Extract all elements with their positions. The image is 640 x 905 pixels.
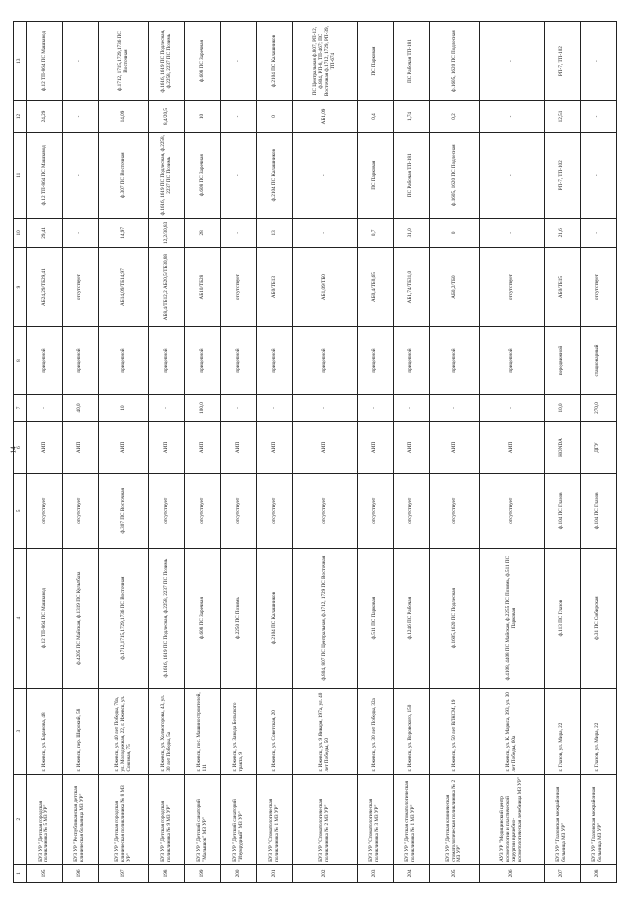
table-cell: АБ14,09/ТБ14,97 [98, 248, 148, 327]
table-cell: прицепной [480, 327, 545, 395]
table-cell: 201 [257, 864, 293, 882]
table-cell: передвижной [544, 327, 580, 395]
table-cell: - [149, 394, 185, 421]
table-cell: 0 [429, 218, 479, 247]
table-cell: - [62, 218, 98, 247]
table-cell: - [27, 394, 63, 421]
table-cell: - [429, 394, 479, 421]
table-cell: прицепной [27, 327, 63, 395]
table-cell: АИП [62, 422, 98, 474]
table-cell: БУЗ УР "Детская стоматологическая поликлиника № 1 МЗ УР" [393, 774, 429, 864]
table-cell: прицепной [429, 327, 479, 395]
table-cell: - [393, 394, 429, 421]
table-cell: - [580, 218, 616, 247]
table-cell: АИП [257, 422, 293, 474]
table-cell: 0,2 [429, 101, 479, 133]
table-cell: БУЗ УР "Республиканская детская клиническая больница МЗ УР" [62, 774, 98, 864]
table-cell: ф.4108, 4408 ПС Майская, ф.2255 ПС Позимь, ф.511 ПС Парковая [480, 548, 545, 688]
table-row [185, 22, 221, 883]
table-cell: БУЗ УР "Глазовская межрайонная больница МЗ УР" [544, 774, 580, 864]
table-cell: прицепной [357, 327, 393, 395]
table-cell: ф.608 ПС Заречная [185, 132, 221, 218]
table-cell: прицепной [393, 327, 429, 395]
table-cell: АИП [293, 422, 358, 474]
table-cell: АБ1,74/ТБ31,0 [393, 248, 429, 327]
table-cell: ф.511 ПС Парковая [357, 548, 393, 688]
table-cell: - [480, 132, 545, 218]
table-cell: АБ1,09/ТБ0 [293, 248, 358, 327]
table-cell: ф.307 ПС Восточная [98, 132, 148, 218]
table-cell: 0,7 [357, 218, 393, 247]
table-cell: АБ1,09 [293, 101, 358, 133]
table-cell: - [293, 218, 358, 247]
table-cell: 24,29 [27, 101, 63, 133]
table-row [149, 22, 185, 883]
table-row [393, 22, 429, 883]
table-cell: 12,51 [544, 101, 580, 133]
table-cell: 195 [27, 864, 63, 882]
table-row [293, 22, 358, 883]
table-cell: - [293, 132, 358, 218]
table-cell: БУЗ УР "Детский санаторий "Изумрудный" МЗ УР" [221, 774, 257, 864]
table-cell: г. Глазов, ул. Мира, 22 [580, 688, 616, 774]
table-cell: БУЗ УР "Глазовская межрайонная больница МЗ УР" [580, 774, 616, 864]
table-cell: г. Ижевск, пос. Машиностроителей, 111 [185, 688, 221, 774]
table-cell: ф.1605, 1620 ПС Подлесная [429, 22, 479, 101]
table-cell: ф.1605, 1620 ПС Подлесная [429, 132, 479, 218]
table-cell: - [221, 218, 257, 247]
table-cell: ф.1246 ПС Рабочая [393, 548, 429, 688]
table-cell: БУЗ УР "Детская городская клиническая поликлиника № 8 МЗ УР" [98, 774, 148, 864]
table-cell: - [580, 22, 616, 101]
page-number: 14 [9, 446, 18, 454]
table-cell: ф.1605,1620 ПС Подлесная [429, 548, 479, 688]
table-cell: ф.12 ТП-864 ПС Машзавод [27, 548, 63, 688]
table-cell: отсутствует [221, 248, 257, 327]
table-cell: 13 [257, 218, 293, 247]
table-cell: г. Ижевск, ул. Завода Бельского тракта, 9 [221, 688, 257, 774]
table-cell: г. Глазов, ул. Мира, 22 [544, 688, 580, 774]
table-row [98, 22, 148, 883]
column-header: 3 [14, 688, 27, 774]
table-cell: 199 [185, 864, 221, 882]
table-cell: - [480, 218, 545, 247]
column-header: 7 [14, 394, 27, 421]
table-cell: - [221, 101, 257, 133]
table-cell: АБ8,4/ТБ12,2 АБ20,5/ТБ30,88 [149, 248, 185, 327]
table-cell: БУЗ УР "Детская городская поликлиника № 5 МЗ УР" [27, 774, 63, 864]
table-cell: - [62, 132, 98, 218]
column-header: 12 [14, 101, 27, 133]
table-cell: БУЗ УР "Детская городская поликлиника № 9 МЗ УР" [149, 774, 185, 864]
table-cell: 0,4 [357, 101, 393, 133]
table-cell: ДГУ [580, 422, 616, 474]
table-cell: 208 [580, 864, 616, 882]
table-cell: прицепной [221, 327, 257, 395]
table-cell: АИП [480, 422, 545, 474]
table-cell: отсутствует [357, 474, 393, 549]
table-cell: 204 [393, 864, 429, 882]
table-cell: - [480, 22, 545, 101]
table-cell: ф.2104 ПС Калашников [257, 22, 293, 101]
column-header: 2 [14, 774, 27, 864]
table-cell: - [480, 101, 545, 133]
table-cell: - [257, 394, 293, 421]
table-cell: стационарный [580, 327, 616, 395]
table-cell: 206 [480, 864, 545, 882]
table-cell: отсутствует [149, 474, 185, 549]
table-cell: г. Ижевск, ул. Холмогорова, 43, ул. 30 лет Победы, 5а [149, 688, 185, 774]
table-cell: БУЗ УР "Стоматологическая поликлиника № 1 МЗ УР" [257, 774, 293, 864]
table-cell: г. Ижевск, ул. Воровского, 150 [393, 688, 429, 774]
column-header: 1 [14, 864, 27, 882]
column-header: 10 [14, 218, 27, 247]
table-cell: 202 [293, 864, 358, 882]
table-cell: 207 [544, 864, 580, 882]
table-cell: г. Ижевск, ул. 30 лет Победы, 32а [357, 688, 393, 774]
table-cell: 28 [185, 218, 221, 247]
table-row [221, 22, 257, 883]
table-cell: 196 [62, 864, 98, 882]
table-cell: 31,0 [393, 218, 429, 247]
table-cell: отсутствует [480, 248, 545, 327]
table-cell: ф.2250 ПС Позимь [221, 548, 257, 688]
table-cell: ф.2104 ПС Калашников [257, 132, 293, 218]
column-header: 9 [14, 248, 27, 327]
header-row [14, 22, 27, 883]
table-cell: отсутствует [185, 474, 221, 549]
column-header: 8 [14, 327, 27, 395]
table-cell: отсутствует [257, 474, 293, 549]
table-body [27, 22, 617, 883]
table-cell: АИП [357, 422, 393, 474]
table-cell: 10,0 [544, 394, 580, 421]
table-cell: отсутствует [293, 474, 358, 549]
column-header: 4 [14, 548, 27, 688]
table-cell: г. Ижевск, ул. 50 лет ВЛКСМ, 19 [429, 688, 479, 774]
table-cell: АИП [149, 422, 185, 474]
table-cell: ПС Рабочая ТП-181 [393, 132, 429, 218]
table-row [480, 22, 545, 883]
table-cell: отсутствует [62, 248, 98, 327]
table-cell: 198 [149, 864, 185, 882]
table-cell: ф.12 ТП-864 ПС Машзавод [27, 132, 63, 218]
table-cell: отсутствует [480, 474, 545, 549]
table-cell: HONDA [544, 422, 580, 474]
table-cell: г. Ижевск, ул. Баранова, 48 [27, 688, 63, 774]
column-header: 13 [14, 22, 27, 101]
table-cell: ф.104 ПС Глазов [544, 474, 580, 549]
table-cell: - [62, 101, 98, 133]
table-cell: г. Ижевск, пер. Широкий, 58 [62, 688, 98, 774]
table-cell: 203 [357, 864, 393, 882]
table-cell: 12,2/30,83 [149, 218, 185, 247]
table-cell: г. Ижевск, ул. 40 лет Победы, 70а, ул. Молодежная, 22, г. Ижевск, ул. Союзная, 75 [98, 688, 148, 774]
table-cell: ПС Рабочая ТП-181 [393, 22, 429, 101]
table-cell: отсутствует [27, 474, 63, 549]
table-cell: 40,0 [62, 394, 98, 421]
rotated-table-wrapper [13, 21, 617, 883]
table-cell: ф.1616, 1619 ПС Подлесная, ф.2258, 2237 ПС Позимь [149, 22, 185, 101]
table-cell: 100,0 [185, 394, 221, 421]
table-cell: отсутствует [580, 248, 616, 327]
column-header: 6 [14, 422, 27, 474]
table-cell: г. Ижевск, ул. К. Маркса, 393, ул. 30 лет Победы, 60а [480, 688, 545, 774]
table-cell: БУЗ УР "Стоматологическая поликлиника № 2 МЗ УР" [293, 774, 358, 864]
table-cell: ф.104 ПС Глазов [580, 474, 616, 549]
table-cell: ф.12 ТП-864 ПС Машзавод [27, 22, 63, 101]
table-cell: АИП [98, 422, 148, 474]
table-cell: г. Ижевск, ул. Советская, 20 [257, 688, 293, 774]
table-cell: ПС Центральная ф.807, РП-12, ф.804, РП-8, ТП-467; ПС Восточная ф.1712, 1729, РП-39, ТП-674 [293, 22, 358, 101]
table-cell: 14,97 [98, 218, 148, 247]
table-cell: ф.113 ПС Глазов [544, 548, 580, 688]
table-cell: АИП [221, 422, 257, 474]
table-cell: 21,6 [544, 218, 580, 247]
table-cell: - [357, 394, 393, 421]
table-cell: - [580, 101, 616, 133]
table-cell: АУЗ УР "Медицинский центр косметологии и пластической хирургии врачебно-косметологическая лечебница МЗ УР" [480, 774, 545, 864]
table-cell: АБ24,29/ТБ29,41 [27, 248, 63, 327]
table-cell: 0 [257, 101, 293, 133]
table-cell: АИП [429, 422, 479, 474]
table-row [580, 22, 616, 883]
table-cell: АИП [185, 422, 221, 474]
table-cell: - [480, 394, 545, 421]
table-cell: АИП [393, 422, 429, 474]
table-row [544, 22, 580, 883]
column-header: 5 [14, 474, 27, 549]
table-cell: - [580, 132, 616, 218]
table-cell: ПС Парковая [357, 132, 393, 218]
table-cell: ф.608 ПС Заречная [185, 548, 221, 688]
table-cell: - [62, 22, 98, 101]
table-row [429, 22, 479, 883]
table-cell: прицепной [185, 327, 221, 395]
table-cell: прицепной [293, 327, 358, 395]
table-cell: ф.804, 807 ПС Центральная, ф.1712, 1729 ПС Восточная [293, 548, 358, 688]
table-row [27, 22, 63, 883]
table-cell: 205 [429, 864, 479, 882]
table-row [62, 22, 98, 883]
table-cell: ф.1712, 1715,1729,1736 ПС Восточная [98, 22, 148, 101]
table-cell: ф.4205 ПС Майская, ф.1319 ПС Культбаза [62, 548, 98, 688]
table-cell: прицепной [257, 327, 293, 395]
table-cell: отсутствует [429, 474, 479, 549]
table-cell: - [293, 394, 358, 421]
table-cell: 10 [185, 101, 221, 133]
table-cell: ф.307 ПС Восточная [98, 474, 148, 549]
table-cell: РП-7, ТП-102 [544, 132, 580, 218]
table-cell: АБ0/ТБ13 [257, 248, 293, 327]
table-cell: 10 [98, 394, 148, 421]
power-supply-table [13, 21, 617, 883]
table-cell: 200 [221, 864, 257, 882]
table-row [257, 22, 293, 883]
table-cell: 8,4/20,5 [149, 101, 185, 133]
table-cell: АБ0/ТБ15 [544, 248, 580, 327]
table-cell: БУЗ УР "Стоматологическая поликлиника № 3 МЗ УР" [357, 774, 393, 864]
table-cell: 29,41 [27, 218, 63, 247]
table-cell: ф.608 ПС Заречная [185, 22, 221, 101]
table-cell: ф.1712,1715,1729,1736 ПС Восточная [98, 548, 148, 688]
table-cell: 1,74 [393, 101, 429, 133]
table-cell: АБ0,2/ТБ0 [429, 248, 479, 327]
table-cell: отсутствует [62, 474, 98, 549]
column-header: 11 [14, 132, 27, 218]
table-cell: отсутствует [393, 474, 429, 549]
table-cell: прицепной [62, 327, 98, 395]
table-cell: 270,0 [580, 394, 616, 421]
table-cell: ф.2104 ПС Калашников [257, 548, 293, 688]
table-row [357, 22, 393, 883]
table-cell: 14,09 [98, 101, 148, 133]
table-cell: г. Ижевск, ул. 9 Января, 197а, ул. 40 лет Победы, 50 [293, 688, 358, 774]
table-cell: АБ10/ТБ28 [185, 248, 221, 327]
table-cell: ф.1616, 1619 ПС Подлесная, ф.2258, 2237 ПС Позимь [149, 548, 185, 688]
table-cell: прицепной [98, 327, 148, 395]
table-cell: АИП [27, 422, 63, 474]
table-cell: ф.1616, 1619 ПС Подлесная, ф.2258, 2237 ПС Позимь [149, 132, 185, 218]
table-cell: ПС Парковая [357, 22, 393, 101]
table-cell: БУЗ УР "Детская клиническая стоматологическая поликлиника № 2 МЗ УР" [429, 774, 479, 864]
table-cell: - [221, 22, 257, 101]
table-cell: 197 [98, 864, 148, 882]
table-cell: ф.31 ПС Сибирская [580, 548, 616, 688]
table-cell: БУЗ УР "Детский санаторий "Малышок" МЗ УР" [185, 774, 221, 864]
table-cell: АБ0,4/ТБ0,65 [357, 248, 393, 327]
table-cell: прицепной [149, 327, 185, 395]
table-cell: отсутствует [221, 474, 257, 549]
table-cell: РП-7, ТП-102 [544, 22, 580, 101]
table-cell: - [221, 132, 257, 218]
table-cell: - [221, 394, 257, 421]
